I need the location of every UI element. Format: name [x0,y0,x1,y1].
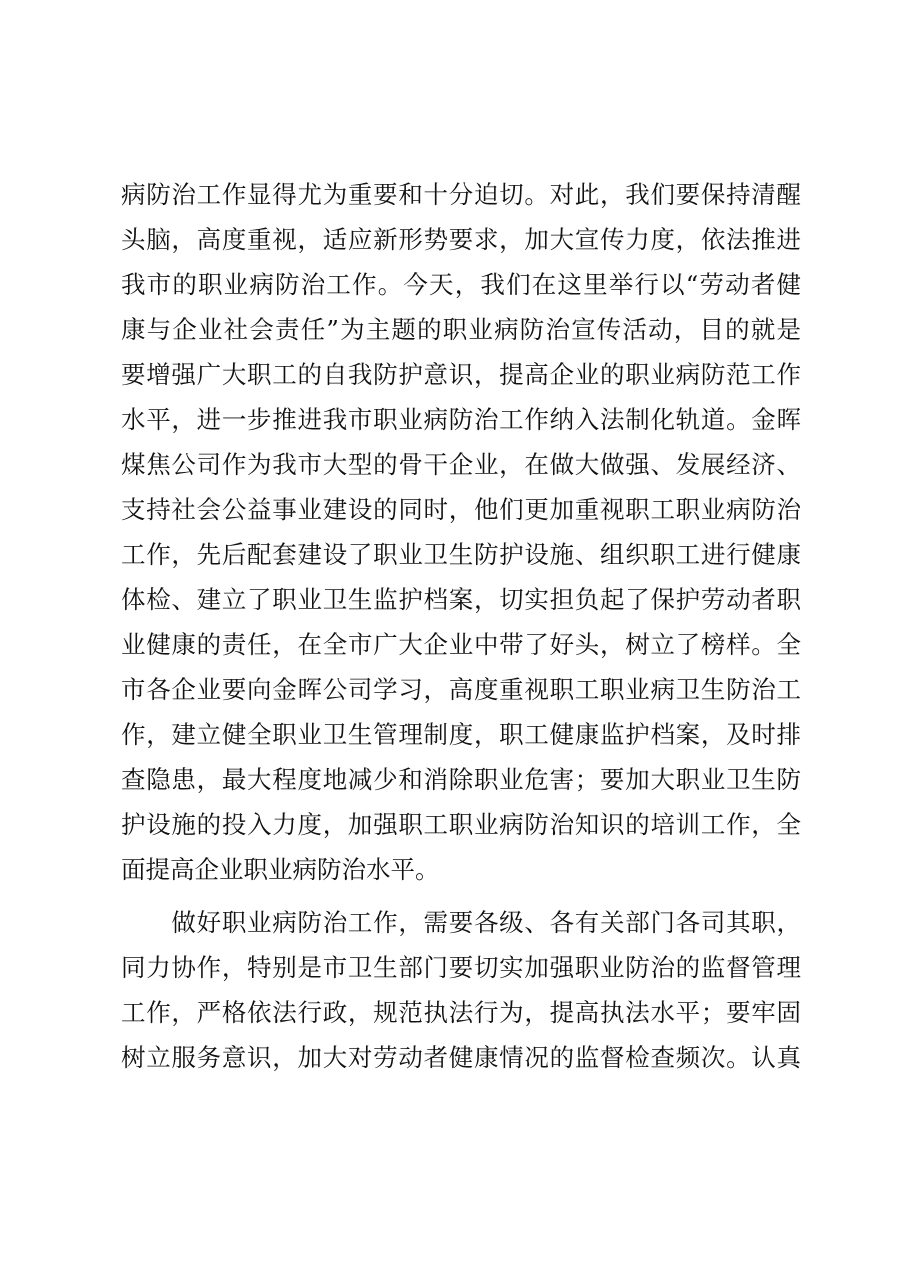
text-line: 我市的职业病防治工作。今天，我们在这里举行以“劳动者健 [121,270,801,299]
paragraph-1 [121,172,801,892]
text-line: 面提高企业职业病防治水平。 [121,855,440,884]
text-line: 市各企业要向金晖公司学习，高度重视职工职业病卫生防治工 [121,675,801,704]
paragraph-spacer [121,892,801,900]
text-line: 树立服务意识，加大对劳动者健康情况的监督检查频次。认真 [121,1043,801,1072]
text-line: 做好职业病防治工作，需要各级、各有关部门各司其职， [121,908,801,937]
text-line: 工作，先后配套建设了职业卫生防护设施、组织职工进行健康 [121,540,801,569]
body-text [121,172,801,1080]
text-line: 工作，严格依法行政，规范执法行为，提高执法水平；要牢固 [121,998,801,1027]
text-line: 体检、建立了职业卫生监护档案，切实担负起了保护劳动者职 [121,585,801,614]
text-line: 查隐患，最大程度地减少和消除职业危害；要加大职业卫生防 [121,765,801,794]
text-line: 康与企业社会责任”为主题的职业病防治宣传活动，目的就是 [121,315,801,344]
text-line: 病防治工作显得尤为重要和十分迫切。对此，我们要保持清醒 [121,180,801,209]
text-line: 头脑，高度重视，适应新形势要求，加大宣传力度，依法推进 [121,225,801,254]
text-line: 同力协作，特别是市卫生部门要切实加强职业防治的监督管理 [121,953,801,982]
text-line: 煤焦公司作为我市大型的骨干企业，在做大做强、发展经济、 [121,450,801,479]
text-line: 支持社会公益事业建设的同时，他们更加重视职工职业病防治 [121,495,801,524]
text-line: 水平，进一步推进我市职业病防治工作纳入法制化轨道。金晖 [121,405,801,434]
text-line: 护设施的投入力度，加强职工职业病防治知识的培训工作，全 [121,810,801,839]
text-line: 要增强广大职工的自我防护意识，提高企业的职业病防范工作 [121,360,801,389]
text-line: 作，建立健全职业卫生管理制度，职工健康监护档案，及时排 [121,720,801,749]
paragraph-2 [121,900,801,1080]
text-line: 业健康的责任，在全市广大企业中带了好头，树立了榜样。全 [121,630,801,659]
